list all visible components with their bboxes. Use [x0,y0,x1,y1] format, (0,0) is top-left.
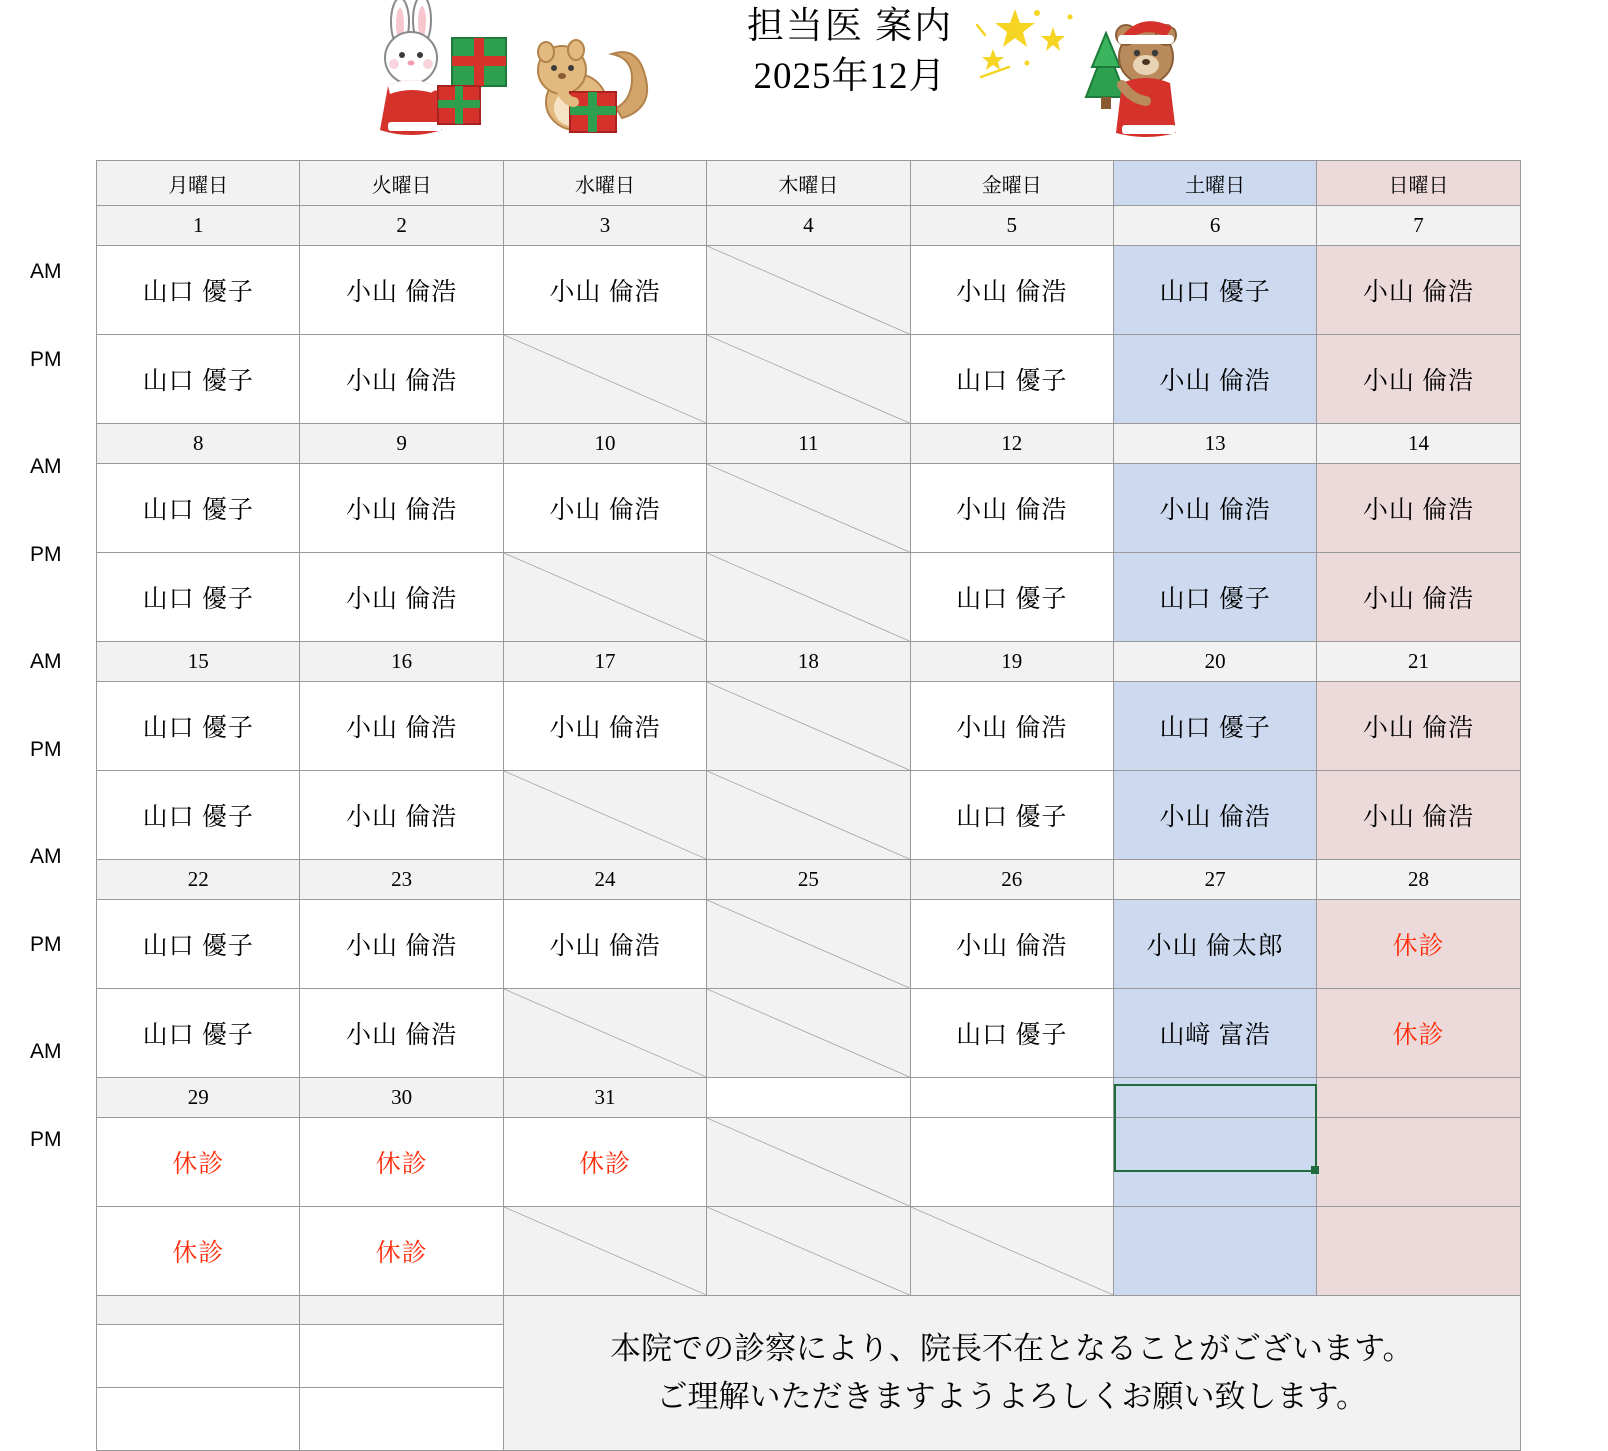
closed-label-cell: 休診 [97,1207,300,1296]
doctor-cell: 小山 倫浩 [1113,771,1316,860]
doctor-cell: 小山 倫浩 [300,900,503,989]
date-cell: 10 [503,424,706,464]
am-row-week-1 [97,246,1521,335]
doctor-cell: 小山 倫浩 [300,989,503,1078]
diagonal-slash-icon [504,989,706,1077]
page-title [690,2,1010,102]
ampm-label-w4-pm: PM [30,933,62,956]
ampm-label-w3-am: AM [30,650,62,673]
am-row-week-4 [97,900,1521,989]
closed-slot-cell [707,246,910,335]
doctor-cell: 小山 倫浩 [300,335,503,424]
date-cell: 9 [300,424,503,464]
empty-slot-cell [1113,1118,1316,1207]
footer-blank-cell [300,1296,503,1325]
pm-row-week-2 [97,553,1521,642]
doctor-cell: 小山 倫浩 [503,900,706,989]
date-cell: 14 [1317,424,1520,464]
calendar-table [96,160,1521,1451]
closed-slot-cell [707,771,910,860]
footer-blank-cell [97,1296,300,1325]
ampm-label-w3-pm: PM [30,738,62,761]
doctor-cell: 小山 倫浩 [1317,553,1520,642]
date-cell: 23 [300,860,503,900]
doctor-cell: 山口 優子 [97,989,300,1078]
weekday-header-mon: 月曜日 [97,161,300,206]
date-row-week-3 [97,642,1521,682]
closed-slot-cell [503,1207,706,1296]
diagonal-slash-icon [504,335,706,423]
date-cell-empty [707,1078,910,1118]
diagonal-slash-icon [707,989,909,1077]
doctor-cell: 小山 倫浩 [1317,771,1520,860]
date-cell: 18 [707,642,910,682]
date-cell: 20 [1113,642,1316,682]
ampm-label-w2-am: AM [30,455,62,478]
empty-slot-cell [1317,1207,1520,1296]
weekday-header-wed: 水曜日 [503,161,706,206]
doctor-cell: 山口 優子 [910,989,1113,1078]
doctor-cell: 山口 優子 [1113,553,1316,642]
ampm-label-w2-pm: PM [30,543,62,566]
doctor-cell: 山口 優子 [97,771,300,860]
diagonal-slash-icon [707,553,909,641]
date-cell: 17 [503,642,706,682]
footer-blank-cell [97,1325,300,1388]
doctor-cell: 小山 倫浩 [1317,682,1520,771]
doctor-cell: 小山 倫浩 [300,246,503,335]
date-cell: 5 [910,206,1113,246]
notice-cell [503,1296,1520,1451]
bear-with-tree-icon [1060,5,1190,140]
doctor-cell: 小山 倫浩 [503,464,706,553]
doctor-cell: 小山 倫浩 [300,682,503,771]
title-line-2: 2025年12月 [753,55,947,97]
closed-slot-cell [503,335,706,424]
doctor-cell: 小山 倫浩 [1113,464,1316,553]
date-cell: 30 [300,1078,503,1118]
closed-slot-cell [707,335,910,424]
weekday-header-sat: 土曜日 [1113,161,1316,206]
date-cell: 19 [910,642,1113,682]
footer-blank-cell [300,1388,503,1451]
closed-label-cell: 休診 [1317,900,1520,989]
ampm-label-w5-pm: PM [30,1128,62,1151]
date-cell: 11 [707,424,910,464]
pm-row-week-5 [97,1207,1521,1296]
doctor-cell: 小山 倫浩 [300,553,503,642]
squirrel-with-gift-icon [510,30,660,140]
date-row-week-5 [97,1078,1521,1118]
doctor-cell: 山口 優子 [1113,246,1316,335]
date-cell: 26 [910,860,1113,900]
date-cell: 29 [97,1078,300,1118]
doctor-cell: 山口 優子 [97,246,300,335]
rabbit-with-gift-icon [352,0,522,140]
doctor-cell: 山﨑 富浩 [1113,989,1316,1078]
closed-slot-cell [503,989,706,1078]
closed-slot-cell [503,771,706,860]
closed-slot-cell [910,1207,1113,1296]
doctor-cell: 小山 倫浩 [910,900,1113,989]
doctor-cell: 小山 倫浩 [503,246,706,335]
diagonal-slash-icon [707,771,909,859]
date-row-week-1 [97,206,1521,246]
weekday-header-tue: 火曜日 [300,161,503,206]
doctor-cell: 小山 倫浩 [1113,335,1316,424]
closed-label-cell: 休診 [300,1207,503,1296]
diagonal-slash-icon [707,900,909,988]
date-row-week-4 [97,860,1521,900]
doctor-cell: 小山 倫浩 [910,682,1113,771]
diagonal-slash-icon [911,1207,1113,1295]
date-cell: 28 [1317,860,1520,900]
date-cell: 3 [503,206,706,246]
diagonal-slash-icon [707,1118,909,1206]
date-row-week-2 [97,424,1521,464]
date-cell: 7 [1317,206,1520,246]
am-row-week-2 [97,464,1521,553]
date-cell: 25 [707,860,910,900]
notice-line-1: 本院での診察により、院長不在となることがございます。 [609,1330,1414,1366]
weekday-header-thu: 木曜日 [707,161,910,206]
footer-blank-cell [300,1325,503,1388]
doctor-cell: 山口 優子 [1113,682,1316,771]
doctor-cell: 山口 優子 [910,335,1113,424]
diagonal-slash-icon [707,335,909,423]
closed-slot-cell [707,1118,910,1207]
ampm-label-w4-am: AM [30,845,62,868]
diagonal-slash-icon [707,464,909,552]
date-cell: 13 [1113,424,1316,464]
am-row-week-3 [97,682,1521,771]
date-cell: 15 [97,642,300,682]
date-cell: 6 [1113,206,1316,246]
doctor-cell: 小山 倫浩 [300,464,503,553]
empty-slot-cell [1317,1118,1520,1207]
closed-slot-cell [707,900,910,989]
date-cell: 24 [503,860,706,900]
doctor-cell: 山口 優子 [97,464,300,553]
closed-slot-cell [707,553,910,642]
diagonal-slash-icon [707,1207,909,1295]
date-cell-empty [1317,1078,1520,1118]
ampm-label-w1-pm: PM [30,348,62,371]
closed-label-cell: 休診 [300,1118,503,1207]
diagonal-slash-icon [707,246,909,334]
page-header [0,0,1608,150]
closed-slot-cell [707,989,910,1078]
closed-label-cell: 休診 [503,1118,706,1207]
doctor-cell: 小山 倫浩 [1317,246,1520,335]
diagonal-slash-icon [504,771,706,859]
pm-row-week-4 [97,989,1521,1078]
selected-cell[interactable] [1113,1207,1316,1296]
closed-label-cell: 休診 [1317,989,1520,1078]
doctor-cell: 小山 倫浩 [1317,335,1520,424]
date-cell: 22 [97,860,300,900]
date-cell: 4 [707,206,910,246]
date-cell: 12 [910,424,1113,464]
closed-slot-cell [707,464,910,553]
notice-line-2: ご理解いただきますようよろしくお願い致します。 [656,1379,1368,1414]
date-cell: 21 [1317,642,1520,682]
doctor-cell: 山口 優子 [910,771,1113,860]
empty-slot-cell [910,1118,1113,1207]
closed-slot-cell [707,682,910,771]
date-cell: 8 [97,424,300,464]
doctor-cell: 小山 倫浩 [503,682,706,771]
weekday-header-row [97,161,1521,206]
diagonal-slash-icon [504,553,706,641]
date-cell: 2 [300,206,503,246]
doctor-cell: 山口 優子 [97,553,300,642]
footer-row-1 [97,1296,1521,1325]
weekday-header-fri: 金曜日 [910,161,1113,206]
doctor-cell: 山口 優子 [97,900,300,989]
closed-slot-cell [707,1207,910,1296]
schedule-calendar [30,160,1520,1451]
date-cell-empty [910,1078,1113,1118]
closed-slot-cell [503,553,706,642]
date-cell: 31 [503,1078,706,1118]
title-line-1: 担当医 案内 [746,6,954,47]
diagonal-slash-icon [707,682,909,770]
pm-row-week-3 [97,771,1521,860]
doctor-cell: 小山 倫浩 [910,246,1113,335]
doctor-cell: 小山 倫浩 [910,464,1113,553]
am-row-week-5 [97,1118,1521,1207]
date-cell: 1 [97,206,300,246]
doctor-cell: 山口 優子 [97,335,300,424]
doctor-cell: 小山 倫浩 [1317,464,1520,553]
closed-label-cell: 休診 [97,1118,300,1207]
ampm-label-w5-am: AM [30,1040,62,1063]
date-cell-empty [1113,1078,1316,1118]
pm-row-week-1 [97,335,1521,424]
doctor-cell: 山口 優子 [910,553,1113,642]
doctor-cell: 小山 倫浩 [300,771,503,860]
date-cell: 27 [1113,860,1316,900]
footer-blank-cell [97,1388,300,1451]
date-cell: 16 [300,642,503,682]
weekday-header-sun: 日曜日 [1317,161,1520,206]
doctor-cell: 山口 優子 [97,682,300,771]
diagonal-slash-icon [504,1207,706,1295]
ampm-label-w1-am: AM [30,260,62,283]
doctor-cell: 小山 倫太郎 [1113,900,1316,989]
